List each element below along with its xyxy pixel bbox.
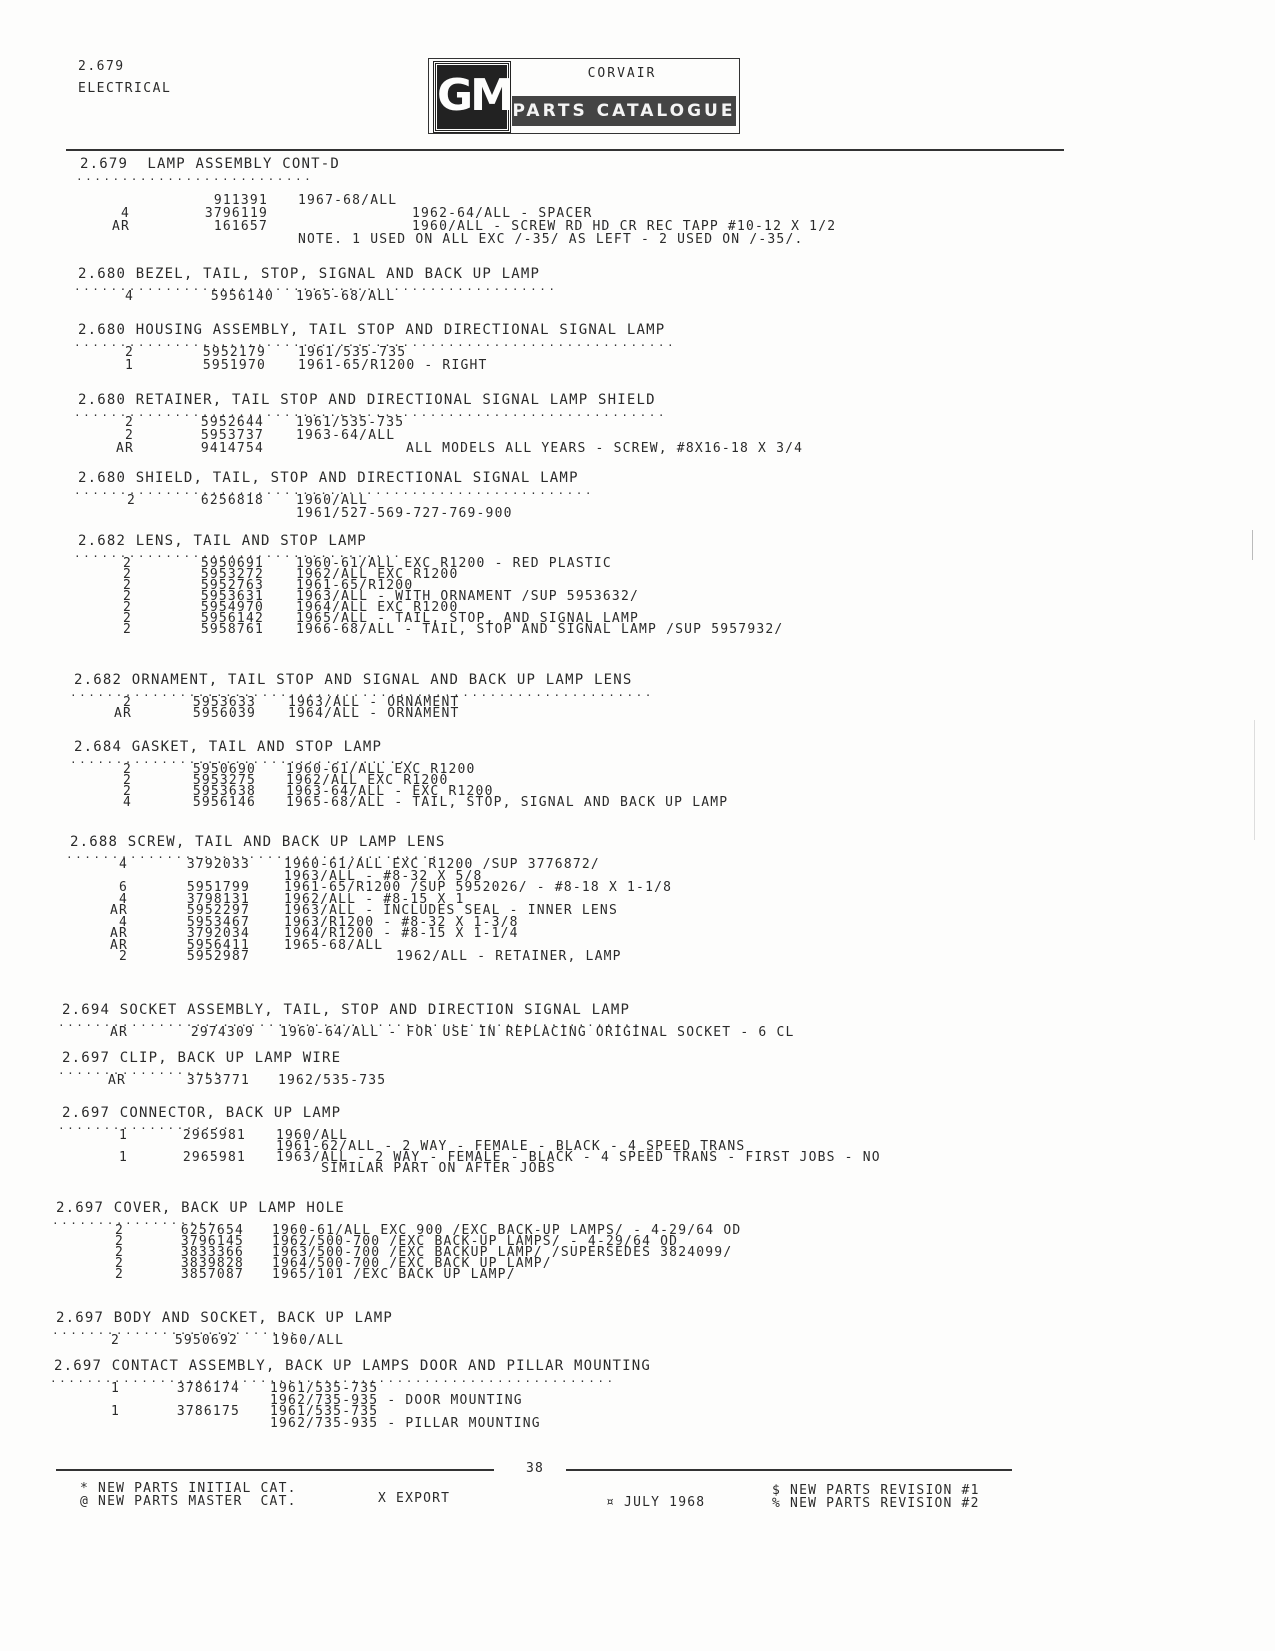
part-number: 2965981 (182, 1150, 246, 1165)
part-number: 3792033 (186, 857, 250, 872)
part-number: 5952179 (202, 345, 266, 360)
part-quantity: 2 (122, 567, 132, 582)
part-application: NOTE. 1 USED ON ALL EXC /-35/ AS LEFT - 2 USED ON /-35/. (298, 232, 804, 247)
part-application: 1961/535-735 (296, 415, 405, 430)
part-quantity: AR (113, 706, 132, 721)
part-number: 3753771 (186, 1073, 250, 1088)
part-application: 1961/527-569-727-769-900 (296, 506, 513, 521)
section-title: 2.697 COVER, BACK UP LAMP HOLE (56, 1200, 345, 1216)
part-application: 1963/ALL - INCLUDES SEAL - INNER LENS (284, 903, 618, 918)
part-quantity: 2 (126, 493, 136, 508)
gm-logo: GM (434, 62, 510, 132)
part-quantity: 1 (118, 1150, 128, 1165)
section-title: 2.684 GASKET, TAIL AND STOP LAMP (74, 739, 383, 755)
part-application: 1962/500-700 /EXC BACK-UP LAMPS/ - 4-29/64 OD (272, 1234, 679, 1249)
part-application: 1965/101 /EXC BACK UP LAMP/ (272, 1267, 516, 1282)
part-quantity: 1 (110, 1404, 120, 1419)
part-row (0, 233, 1275, 246)
part-number: 5953467 (186, 914, 250, 930)
part-quantity: 2 (118, 949, 128, 964)
part-application: 1962/ALL - #8-15 X 1 (284, 891, 465, 907)
part-row (0, 1162, 1275, 1175)
part-quantity: 2 (122, 622, 132, 637)
part-quantity: AR (115, 441, 134, 456)
part-number: 5953737 (200, 428, 264, 443)
part-number: 5952763 (200, 578, 264, 593)
part-description: 1962/ALL - RETAINER, LAMP (396, 949, 622, 964)
part-row (0, 1026, 1275, 1039)
section-leader-dots: .................. (58, 1064, 223, 1077)
section-leader-dots: ...................................... (70, 753, 417, 766)
section-leader-dots: ..................................................... (74, 280, 558, 293)
part-quantity: 2 (122, 611, 132, 626)
part-quantity: 4 (124, 289, 134, 304)
date-note: ¤ JULY 1968 (606, 1495, 706, 1510)
part-quantity: 2 (122, 556, 132, 571)
part-quantity: 4 (122, 795, 132, 810)
section-title: 2.682 LENS, TAIL AND STOP LAMP (78, 533, 367, 549)
legend-export: X EXPORT (378, 1491, 451, 1506)
part-row (0, 194, 1275, 207)
part-description: ALL MODELS ALL YEARS - SCREW, #8X16-18 X 3/4 (406, 441, 804, 456)
part-application: 1963/ALL - ORNAMENT (288, 695, 460, 710)
section-leader-dots: ................................................................. (74, 406, 667, 419)
scan-mark (1252, 530, 1253, 560)
part-application: 1960/ALL (272, 1333, 345, 1348)
part-quantity: 2 (114, 1223, 124, 1238)
part-application: 1964/R1200 - #8-15 X 1-1/4 (284, 926, 519, 941)
part-quantity: AR (109, 937, 128, 953)
part-quantity: 4 (120, 206, 130, 221)
section-leader-dots: .................................................................. (74, 336, 677, 349)
section-title: 2.697 CLIP, BACK UP LAMP WIRE (62, 1050, 342, 1066)
part-number: 5953631 (200, 589, 264, 604)
part-number: 6257654 (180, 1223, 244, 1238)
part-application: 1961/535-735 (270, 1404, 379, 1419)
footer-rule-right (566, 1469, 1012, 1471)
part-number: 5956146 (192, 795, 256, 810)
part-application: 1962/ALL EXC R1200 (296, 567, 459, 582)
part-number: 5952987 (186, 949, 250, 964)
section-leader-dots: ................................................................ (70, 686, 654, 699)
part-quantity: 2 (122, 784, 132, 799)
page-code: 2.679 (78, 59, 125, 74)
part-application: 1962/735-935 - DOOR MOUNTING (270, 1392, 523, 1408)
part-quantity: 2 (122, 773, 132, 788)
part-number: 6256818 (200, 493, 264, 508)
section-title: 2.688 SCREW, TAIL AND BACK UP LAMP LENS (70, 834, 446, 850)
part-quantity: AR (109, 903, 128, 918)
part-application: 1961/535-735 (270, 1381, 379, 1396)
section-leader-dots: .............................................................. (50, 1372, 616, 1385)
part-row (0, 507, 1275, 520)
section-title: 2.697 CONNECTOR, BACK UP LAMP (62, 1105, 342, 1121)
part-number: 2974309 (190, 1025, 254, 1040)
part-application: 1964/500-700 /EXC BACK UP LAMP/ (272, 1256, 552, 1271)
part-number: 5958761 (200, 622, 264, 637)
part-number: 3792034 (186, 926, 250, 941)
part-number: 5950692 (174, 1333, 238, 1348)
part-quantity: 4 (118, 914, 128, 930)
part-application: 1965/ALL - TAIL, STOP, AND SIGNAL LAMP (296, 611, 640, 626)
part-number: 5952297 (186, 903, 250, 918)
part-quantity: AR (109, 1025, 128, 1040)
part-row (0, 796, 1275, 809)
part-row (0, 290, 1275, 303)
part-application: 1961/535-735 (298, 345, 407, 360)
part-row (0, 1074, 1275, 1087)
part-number: 5951970 (202, 358, 266, 373)
part-quantity: 2 (122, 589, 132, 604)
part-number: 5954970 (200, 600, 264, 615)
legend-master: @ NEW PARTS MASTER CAT. (80, 1494, 297, 1509)
part-quantity: 4 (118, 891, 128, 907)
part-number: 5951799 (186, 880, 250, 895)
section-title: 2.697 CONTACT ASSEMBLY, BACK UP LAMPS DOOR AND PILLAR MOUNTING (54, 1358, 651, 1374)
section-title: 2.697 BODY AND SOCKET, BACK UP LAMP (56, 1310, 394, 1326)
part-application: 1967-68/ALL (298, 193, 398, 208)
part-application: SIMILAR PART ON AFTER JOBS (276, 1161, 556, 1176)
part-application: 1964/ALL EXC R1200 (296, 600, 459, 615)
part-quantity: 1 (118, 1128, 128, 1143)
part-application: 1965-68/ALL (296, 289, 396, 304)
section-title: 2.680 BEZEL, TAIL, STOP, SIGNAL AND BACK UP LAMP (78, 266, 541, 282)
part-quantity: 2 (114, 1234, 124, 1249)
section-leader-dots: .......................... (76, 170, 314, 183)
part-quantity: 2 (124, 428, 134, 443)
part-quantity: 1 (124, 358, 134, 373)
part-application: 1962/735-935 - PILLAR MOUNTING (270, 1415, 541, 1431)
part-row (0, 623, 1275, 636)
part-quantity: 2 (122, 600, 132, 615)
part-row (0, 707, 1275, 720)
section-title: 2.680 RETAINER, TAIL STOP AND DIRECTIONAL SIGNAL LAMP SHIELD (78, 392, 656, 408)
part-number: 3786174 (176, 1381, 240, 1396)
part-quantity: 2 (122, 578, 132, 593)
part-number: 5956140 (210, 289, 274, 304)
part-application: 1963/ALL - 2 WAY - FEMALE - BLACK - 4 SPEED TRANS - FIRST JOBS - NO (276, 1150, 881, 1165)
part-number: 5953275 (192, 773, 256, 788)
part-application: 1960/ALL (276, 1128, 349, 1143)
part-row (0, 1268, 1275, 1281)
part-row (0, 346, 1275, 359)
part-number: 5956039 (192, 706, 256, 721)
part-quantity: 2 (124, 415, 134, 430)
part-row (0, 494, 1275, 507)
part-number: 3796119 (204, 206, 268, 221)
part-number: 3857087 (180, 1267, 244, 1282)
part-row (0, 950, 1275, 963)
part-description: 1962-64/ALL - SPACER (412, 206, 593, 221)
part-application: 1961-65/R1200 (296, 578, 414, 593)
part-row (0, 1334, 1275, 1347)
part-application: 1963/R1200 - #8-32 X 1-3/8 (284, 914, 519, 930)
part-application: 1963/ALL - WITH ORNAMENT /SUP 5953632/ (296, 589, 640, 604)
part-number: 5956411 (186, 937, 250, 953)
part-quantity: 2 (114, 1245, 124, 1260)
part-application: 1960-61/ALL EXC R1200 /SUP 3776872/ (284, 857, 600, 872)
section-leader-dots: ................................................................ (58, 1016, 642, 1029)
part-row (0, 416, 1275, 429)
part-quantity: AR (107, 1073, 126, 1088)
section-leader-dots: ........................... (52, 1324, 299, 1337)
part-application: 1965-68/ALL - TAIL, STOP, SIGNAL AND BACK UP LAMP (286, 795, 729, 810)
part-application: 1961-62/ALL - 2 WAY - FEMALE - BLACK - 4 SPEED TRANS (276, 1139, 746, 1154)
part-application: 1962/ALL EXC R1200 (286, 773, 449, 788)
section-title: 2.679 LAMP ASSEMBLY CONT-D (80, 156, 340, 172)
part-number: 911391 (213, 193, 268, 208)
section-title: 2.680 SHIELD, TAIL, STOP AND DIRECTIONAL SIGNAL LAMP (78, 470, 579, 486)
part-quantity: 2 (124, 345, 134, 360)
part-number: 3796145 (180, 1234, 244, 1249)
part-application: 1960/ALL (296, 493, 369, 508)
section-leader-dots: .................................... (74, 547, 403, 560)
part-application: 1963/500-700 /EXC BACKUP LAMP/ /SUPERSEDES 3824099/ (272, 1245, 733, 1260)
part-number: 5956142 (200, 611, 264, 626)
catalogue-title: PARTS CATALOGUE (512, 96, 736, 126)
part-quantity: AR (109, 926, 128, 941)
group-name: ELECTRICAL (78, 81, 172, 96)
part-description: 1960/ALL - SCREW RD HD CR REC TAPP #10-12 X 1/2 (412, 219, 837, 234)
scan-mark (1254, 720, 1255, 840)
brand-name: CORVAIR (587, 66, 657, 81)
part-number: 5953633 (192, 695, 256, 710)
section-title: 2.682 ORNAMENT, TAIL STOP AND SIGNAL AND BACK UP LAMP LENS (74, 672, 633, 688)
section-leader-dots: .................. (52, 1214, 217, 1227)
part-quantity: 2 (114, 1267, 124, 1282)
part-number: 5950690 (192, 762, 256, 777)
section-title: 2.680 HOUSING ASSEMBLY, TAIL STOP AND DIRECTIONAL SIGNAL LAMP (78, 322, 666, 338)
part-number: 9414754 (200, 441, 264, 456)
part-application: 1960-61/ALL EXC R1200 - RED PLASTIC (296, 556, 612, 571)
part-quantity: 2 (122, 695, 132, 710)
part-application: 1960-64/ALL - FOR USE IN REPLACING ORIGINAL SOCKET - 6 CL (280, 1025, 795, 1040)
section-leader-dots: ................... (58, 1119, 232, 1132)
legend-revision-1: $ NEW PARTS REVISION #1 (772, 1483, 980, 1498)
part-application: 1961-65/R1200 - RIGHT (298, 358, 488, 373)
part-application: 1965-68/ALL (284, 937, 384, 953)
part-number: 5950691 (200, 556, 264, 571)
part-application: 1963-64/ALL (296, 428, 396, 443)
section-leader-dots: ......................................... (66, 848, 441, 861)
part-quantity: AR (111, 219, 130, 234)
part-number: 3833366 (180, 1245, 244, 1260)
part-application: 1960-61/ALL EXC 900 /EXC BACK-UP LAMPS/ - 4-29/64 OD (272, 1223, 742, 1238)
part-application: 1961-65/R1200 /SUP 5952026/ - #8-18 X 1-1/8 (284, 880, 673, 895)
part-number: 5953638 (192, 784, 256, 799)
part-application: 1963-64/ALL - EXC R1200 (286, 784, 494, 799)
legend-initial: * NEW PARTS INITIAL CAT. (80, 1481, 297, 1496)
part-number: 2965981 (182, 1128, 246, 1143)
section-title: 2.694 SOCKET ASSEMBLY, TAIL, STOP AND DIRECTION SIGNAL LAMP (62, 1002, 631, 1018)
part-row (0, 442, 1275, 455)
part-application: 1960-61/ALL EXC R1200 (286, 762, 476, 777)
part-quantity: 2 (110, 1333, 120, 1348)
part-application: 1966-68/ALL - TAIL, STOP AND SIGNAL LAMP /SUP 5957932/ (296, 622, 784, 637)
part-row (0, 1417, 1275, 1430)
page-number: 38 (526, 1461, 545, 1476)
part-application: 1962/535-735 (278, 1073, 387, 1088)
footer-rule-left (56, 1469, 494, 1471)
part-quantity: 2 (114, 1256, 124, 1271)
part-application: 1964/ALL - ORNAMENT (288, 706, 460, 721)
part-number: 3839828 (180, 1256, 244, 1271)
part-quantity: 1 (110, 1381, 120, 1396)
part-application: 1963/ALL - #8-32 X 5/8 (284, 868, 483, 884)
part-number: 5952644 (200, 415, 264, 430)
part-number: 161657 (213, 219, 268, 234)
part-quantity: 2 (122, 762, 132, 777)
part-quantity: 6 (118, 880, 128, 895)
part-number: 3786175 (176, 1404, 240, 1419)
part-number: 3798131 (186, 891, 250, 907)
part-row (0, 359, 1275, 372)
part-quantity: 4 (118, 857, 128, 872)
section-leader-dots: ......................................................... (74, 484, 594, 497)
legend-revision-2: % NEW PARTS REVISION #2 (772, 1496, 980, 1511)
part-number: 5953272 (200, 567, 264, 582)
